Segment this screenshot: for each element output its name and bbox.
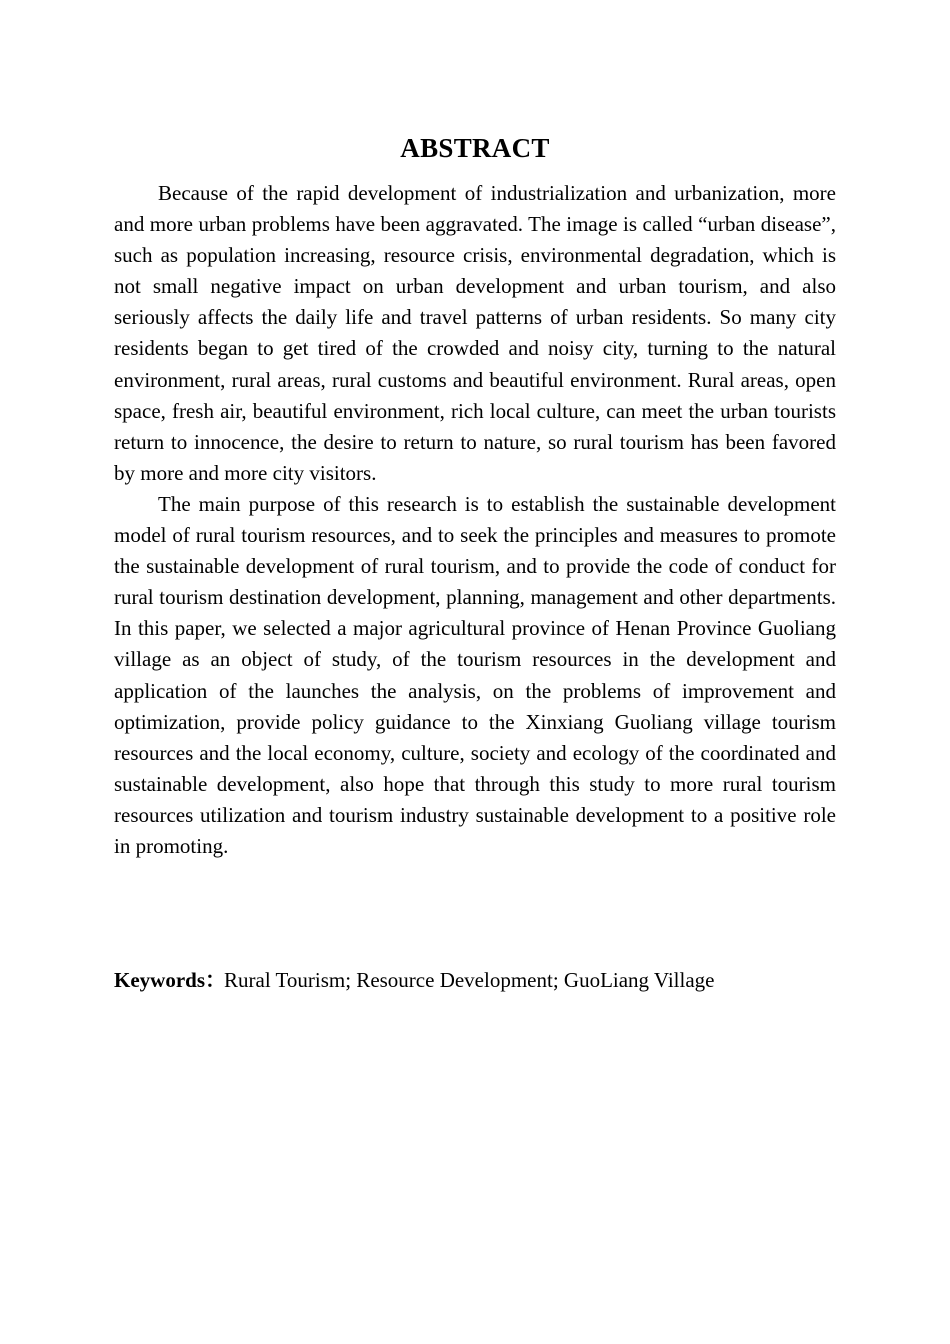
keywords-value: Rural Tourism; Resource Development; GuoLiang Village (224, 968, 715, 992)
keywords-separator: ： (205, 968, 226, 992)
keywords-label: Keywords (114, 968, 205, 992)
keywords-line (114, 965, 836, 996)
abstract-title: ABSTRACT (400, 133, 550, 163)
abstract-paragraph-2: The main purpose of this research is to establish the sustainable development model of rural tourism resources, and to seek the principles and measures to promote the sustainable development of rural tourism, and to provide the code of conduct for rural tourism destination development, planning, management and other departments. In this paper, we selected a major agricultural province of Henan Province Guoliang village as an object of study, of the tourism resources in the development and application of the launches the analysis, on the problems of improvement and optimization, provide policy guidance to the Xinxiang Guoliang village tourism resources and the local economy, culture, society and ecology of the coordinated and sustainable development, also hope that through this study to more rural tourism resources utilization and tourism industry sustainable development to a positive role in promoting. (114, 491, 836, 858)
abstract-body (114, 178, 836, 862)
abstract-paragraph-1: Because of the rapid development of industrialization and urbanization, more and more urban problems have been aggravated. The image is called “urban disease”, such as population increasing, resource crisis, environmental degradation, which is not small negative impact on urban development and urban tourism, and also seriously affects the daily life and travel patterns of urban residents. So many city residents began to get tired of the crowded and noisy city, turning to the natural environment, rural areas, rural customs and beautiful environment. Rural areas, open space, fresh air, beautiful environment, rich local culture, can meet the urban tourists return to innocence, the desire to return to nature, so rural tourism has been favored by more and more city visitors. (114, 181, 836, 485)
